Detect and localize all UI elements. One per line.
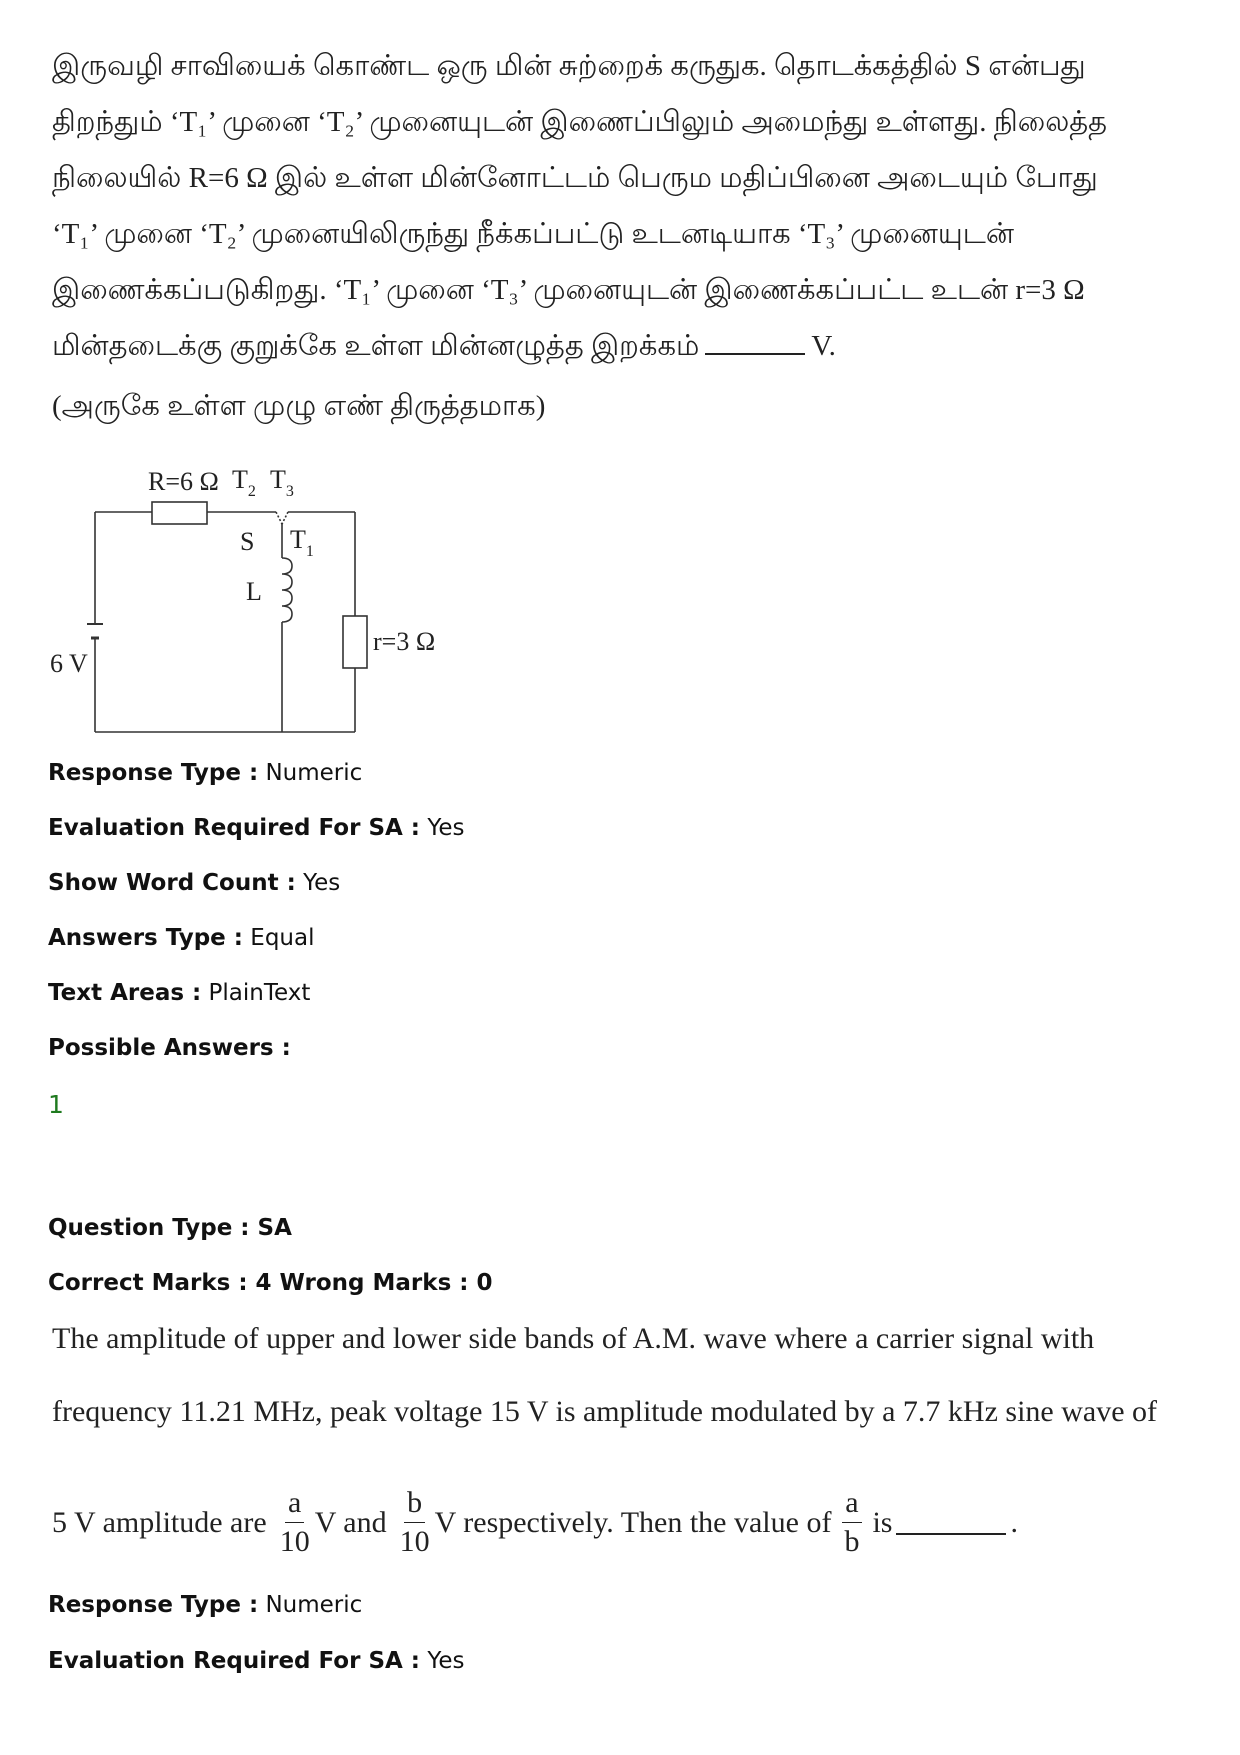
circuit-diagram xyxy=(40,440,460,750)
label-T2: $T_2$ xyxy=(232,465,256,500)
answer-blank xyxy=(705,331,805,355)
q1-eval-required: Evaluation Required For SA : Yes xyxy=(48,815,465,841)
q2-line-1: The amplitude of upper and lower side bands of A.M. wave where a carrier signal with xyxy=(52,1322,1095,1355)
fraction-a-over-b: $\frac{a}{b}$ xyxy=(841,1488,862,1557)
q2-marks: Correct Marks : 4 Wrong Marks : 0 xyxy=(48,1270,493,1296)
q2-answer-blank xyxy=(896,1511,1006,1535)
label-R: R=6 Ω xyxy=(148,467,219,496)
resistor-r xyxy=(343,616,367,668)
label-L: L xyxy=(246,577,262,606)
q2-v-respectively: V respectively. Then the value of xyxy=(434,1505,832,1539)
label-r: r=3 Ω xyxy=(373,627,436,656)
q1-text-areas: Text Areas : PlainText xyxy=(48,980,311,1006)
q1-line-1: இருவழி சாவியைக் கொண்ட ஒரு மின் சுற்றைக் கருதுக. தொடக்கத்தில் S என்பது xyxy=(52,50,1086,82)
q2-eval-required: Evaluation Required For SA : Yes xyxy=(48,1648,465,1674)
q2-is: is xyxy=(872,1505,893,1539)
inductor-coil xyxy=(282,558,292,622)
q2-question-type: Question Type : SA xyxy=(48,1215,292,1241)
label-S: S xyxy=(240,527,255,556)
q2-line-3 xyxy=(52,1488,1018,1557)
q2-period: . xyxy=(1010,1505,1018,1539)
q1-possible-answer: 1 xyxy=(48,1090,64,1119)
label-T1: $T_1$ xyxy=(290,525,314,560)
q2-line-2: frequency 11.21 MHz, peak voltage 15 V is amplitude modulated by a 7.7 kHz sine wave of xyxy=(52,1395,1158,1428)
q1-note: (அருகே உள்ள முழு எண் திருத்தமாக) xyxy=(52,390,546,422)
label-T3: $T_3$ xyxy=(270,465,294,500)
q1-line-6-text: மின்தடைக்கு குறுக்கே உள்ள மின்னழுத்த இறக்கம் xyxy=(52,330,700,362)
q1-unit: V. xyxy=(811,330,836,362)
q1-line-2: திறந்தும் ‘T₁’ முனை ‘T₂’ முனையுடன் இணைப்பிலும் அமைந்து உள்ளது. நிலைத்த xyxy=(52,106,1108,138)
q2-response-type: Response Type : Numeric xyxy=(48,1592,363,1618)
q2-line-3-start: 5 V amplitude are xyxy=(52,1505,267,1539)
fraction-b-over-10: $\frac{b}{10}$ xyxy=(399,1486,430,1558)
q1-line-3: நிலையில் R=6 Ω இல் உள்ள மின்னோட்டம் பெரும மதிப்பினை அடையும் போது xyxy=(52,162,1098,194)
q1-line-5: இணைக்கப்படுகிறது. ‘T₁’ முனை ‘T₃’ முனையுடன் இணைக்கப்பட்ட உடன் r=3 Ω xyxy=(52,274,1085,306)
q1-line-6 xyxy=(52,318,952,374)
q1-show-word-count: Show Word Count : Yes xyxy=(48,870,341,896)
resistor-R xyxy=(152,502,207,524)
q1-response-type: Response Type : Numeric xyxy=(48,760,363,786)
q2-v-and: V and xyxy=(314,1505,387,1539)
label-battery: 6 V xyxy=(50,649,88,678)
q1-possible-answers-label: Possible Answers : xyxy=(48,1035,291,1061)
q1-line-4: ‘T₁’ முனை ‘T₂’ முனையிலிருந்து நீக்கப்பட்டு உடனடியாக ‘T₃’ முனையுடன் xyxy=(52,218,1014,250)
q1-answers-type: Answers Type : Equal xyxy=(48,925,315,951)
fraction-a-over-10: $\frac{a}{10}$ xyxy=(279,1486,310,1558)
question1-text xyxy=(52,38,1108,434)
